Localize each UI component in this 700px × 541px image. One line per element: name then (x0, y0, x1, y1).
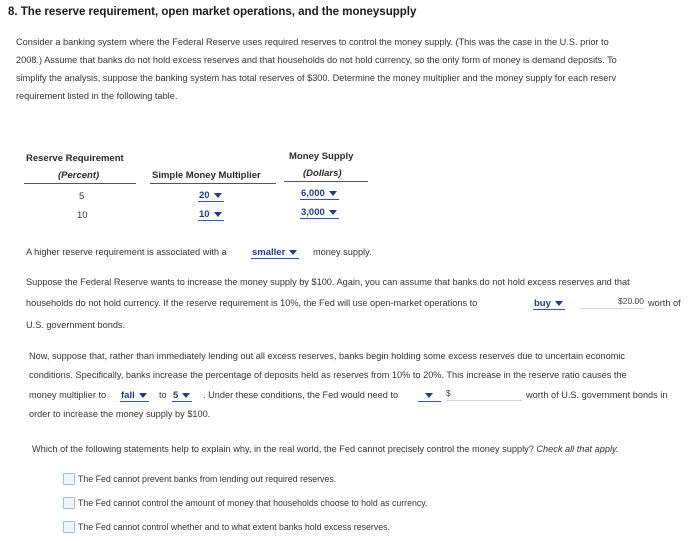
row-1-reserve: 5 (79, 191, 85, 202)
higher-rr-dropdown[interactable] (251, 246, 299, 259)
col-reserve-header: Reserve Requirement (26, 153, 124, 164)
higher-rr-prefix: A higher reserve requirement is associated with a (26, 247, 227, 257)
chevron-down-icon (329, 191, 337, 196)
dropdown-value: smaller (252, 246, 286, 258)
excess-line-3-a: money multiplier to (29, 390, 107, 400)
real-world-prompt (32, 440, 618, 458)
dropdown-value: 3,000 (301, 206, 325, 218)
col-supply-header: Money Supply (289, 151, 354, 162)
dropdown-value: fall (121, 389, 135, 401)
option-2-label: The Fed cannot control the amount of money that households choose to hold as currency. (78, 498, 428, 508)
real-world-prompt-text: Which of the following statements help to explain why, in the real world, the Fed cannot precisely control the money supply? (32, 444, 534, 454)
real-world-prompt-italic: Check all that apply. (536, 444, 619, 454)
dropdown-value: 10 (199, 208, 210, 220)
higher-rr-suffix: money supply. (313, 247, 372, 257)
fed-action-dropdown-2[interactable] (418, 389, 441, 402)
fed-question-line-3: U.S. government bonds. (26, 320, 126, 330)
excess-line-3-c: . Under these conditions, the Fed would need to (203, 390, 399, 400)
row-2-supply-dropdown[interactable] (300, 206, 339, 219)
option-3-checkbox[interactable] (63, 521, 75, 533)
option-2-checkbox[interactable] (63, 497, 75, 509)
option-1-checkbox[interactable] (63, 473, 75, 485)
intro-line-1: Consider a banking system where the Federal Reserve uses required reserves to control the money supply. (This was the case in the U.S. prior to (16, 37, 609, 47)
dropdown-value: 20 (199, 189, 210, 201)
row-1-multiplier-dropdown[interactable] (198, 189, 224, 202)
row-2-reserve: 10 (77, 210, 88, 221)
dollar-sign: $ (446, 388, 451, 398)
excess-line-3-d: worth of U.S. government bonds in (526, 390, 668, 400)
excess-line-2: conditions. Specifically, banks increase the percentage of deposits held as reserves from 10% to 20%. This increase in the reserve ratio causes the (29, 370, 627, 380)
fed-amount-input[interactable] (580, 296, 644, 309)
col-supply-subheader: (Dollars) (303, 168, 342, 179)
excess-line-4: order to increase the money supply by $100. (29, 409, 211, 419)
dropdown-value: buy (534, 297, 551, 309)
chevron-down-icon (214, 193, 222, 198)
excess-line-3-to: to (159, 390, 167, 400)
intro-line-2: 2008.) Assume that banks do not hold excess reserves and that households do not hold currency, so the only form of money is demand deposits. To (16, 55, 617, 65)
chevron-down-icon (289, 250, 297, 255)
table-rule-1 (24, 183, 136, 184)
dropdown-value: 6,000 (301, 187, 325, 199)
chevron-down-icon (182, 393, 190, 398)
fed-amount-value: $20.00 (618, 296, 644, 306)
col-reserve-subheader: (Percent) (58, 170, 100, 181)
chevron-down-icon (329, 210, 337, 215)
dropdown-value: 5 (173, 389, 179, 401)
chevron-down-icon (555, 301, 563, 306)
row-1-supply-dropdown[interactable] (300, 187, 339, 200)
multiplier-direction-dropdown[interactable] (120, 389, 149, 402)
option-3-label: The Fed cannot control whether and to what extent banks hold excess reserves. (78, 522, 390, 532)
chevron-down-icon (214, 212, 222, 217)
option-1-label: The Fed cannot prevent banks from lending out required reserves. (78, 474, 337, 484)
intro-line-4: requirement listed in the following table. (16, 91, 178, 101)
table-rule-3 (284, 181, 368, 182)
chevron-down-icon (139, 393, 147, 398)
fed-question-line-1: Suppose the Federal Reserve wants to increase the money supply by $100. Again, you can assume that banks do not hold excess reserves and that (26, 277, 630, 287)
page-title: 8. The reserve requirement, open market operations, and the moneysupply (8, 6, 417, 18)
new-multiplier-dropdown[interactable] (172, 389, 192, 402)
intro-line-3: simplify the analysis, suppose the banking system has total reserves of $300. Determine the money multiplier and the money supply for each reserv (16, 73, 617, 83)
fed-question-line-2: households do not hold currency. If the reserve requirement is 10%, the Fed will use open-market operations to (26, 298, 478, 308)
col-multiplier-header: Simple Money Multiplier (152, 170, 261, 181)
row-2-multiplier-dropdown[interactable] (198, 208, 224, 221)
excess-line-1: Now, suppose that, rather than immediately lending out all excess reserves, banks begin holding some excess reserves due to uncertain economic (29, 351, 625, 361)
chevron-down-icon (425, 393, 433, 398)
fed-question-worth-of: worth of (648, 298, 681, 308)
fed-action-dropdown[interactable] (533, 297, 565, 310)
excess-amount-input[interactable] (446, 388, 522, 401)
table-rule-2 (150, 183, 276, 184)
